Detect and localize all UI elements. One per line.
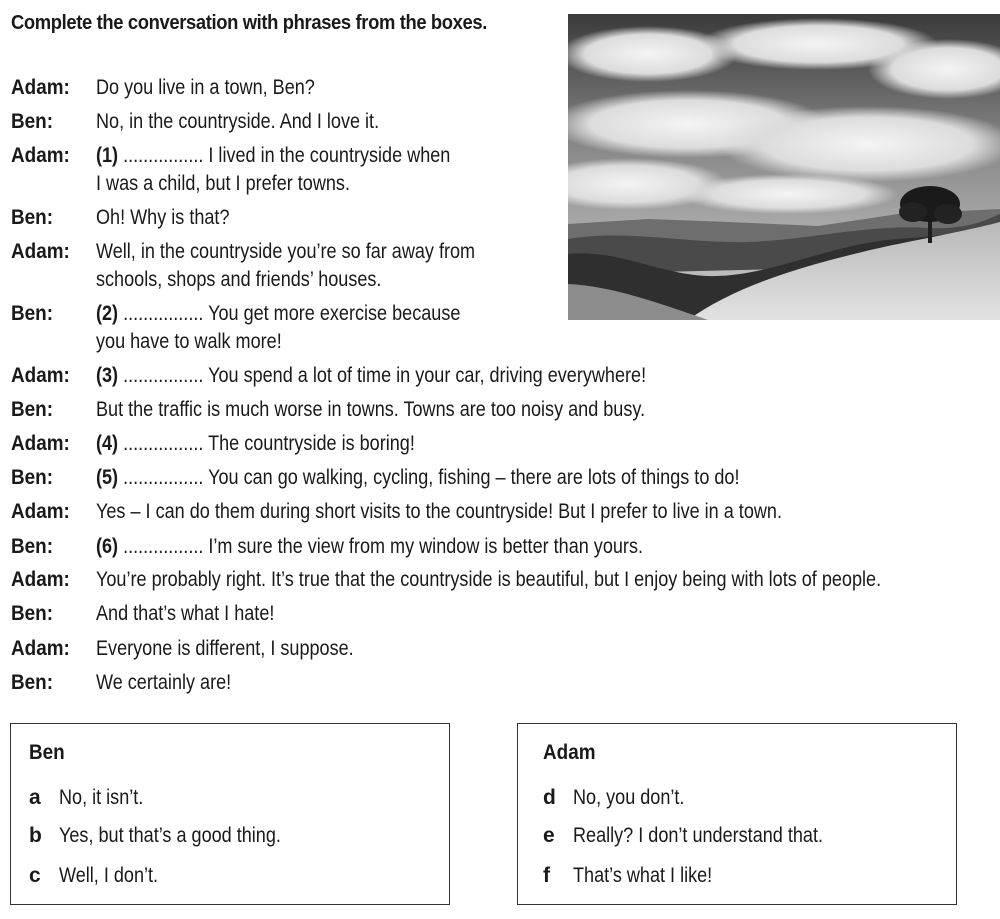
line-words: Yes – I can do them during short visits to the countryside! But I prefer to live in a town. <box>96 500 782 523</box>
line-text <box>96 533 643 561</box>
option-text: No, you don’t. <box>573 786 685 809</box>
speaker-label: Adam: <box>11 637 70 660</box>
gap-number: (6) <box>96 535 119 558</box>
adam-phrase-box <box>517 723 957 905</box>
gap-number: (5) <box>96 466 119 489</box>
gap-number: (1) <box>96 144 119 167</box>
line-text: I was a child, but I prefer towns. <box>96 172 350 195</box>
line-words: Everyone is different, I suppose. <box>96 637 354 660</box>
line-text <box>96 74 315 102</box>
line-words: No, in the countryside. And I love it. <box>96 110 380 133</box>
line-text <box>96 600 274 628</box>
line-text <box>96 396 645 424</box>
option-letter: c <box>29 864 41 887</box>
ben-box-title: Ben <box>29 741 65 764</box>
line-words: ................ You spend a lot of time in your car, driving everywhere! <box>118 364 647 387</box>
speaker-label: Ben: <box>11 206 54 229</box>
line-words: Oh! Why is that? <box>96 206 230 229</box>
option-letter: a <box>29 786 41 809</box>
line-text: you have to walk more! <box>96 330 282 353</box>
speaker-label: Adam: <box>11 432 70 455</box>
gap-number: (4) <box>96 432 119 455</box>
option-text: That’s what I like! <box>573 864 713 887</box>
option-text: Well, I don’t. <box>59 864 159 887</box>
line-text <box>96 464 739 492</box>
line-words: We certainly are! <box>96 671 232 694</box>
line-text <box>96 142 450 170</box>
line-text <box>96 300 460 328</box>
line-text <box>96 669 231 697</box>
line-text <box>96 362 646 390</box>
speaker-label: Adam: <box>11 144 70 167</box>
line-words: ................ The countryside is boring! <box>118 432 415 455</box>
line-words: And that’s what I hate! <box>96 602 275 625</box>
speaker-label: Ben: <box>11 535 54 558</box>
speaker-label: Ben: <box>11 466 54 489</box>
speaker-label: Ben: <box>11 110 54 133</box>
speaker-label: Ben: <box>11 602 54 625</box>
adam-box-title: Adam <box>543 741 596 764</box>
speaker-label: Adam: <box>11 240 70 263</box>
line-words: ................ You can go walking, cycling, fishing – there are lots of things to do! <box>118 466 740 489</box>
line-text <box>96 430 415 458</box>
speaker-label: Ben: <box>11 398 54 421</box>
line-words: Do you live in a town, Ben? <box>96 76 315 99</box>
line-text <box>96 204 230 232</box>
line-words: ................ You get more exercise because <box>118 302 461 325</box>
ben-phrase-box <box>10 723 450 905</box>
option-letter: d <box>543 786 556 809</box>
page-title: Complete the conversation with phrases from the boxes. <box>11 12 488 34</box>
line-text: schools, shops and friends’ houses. <box>96 268 382 291</box>
gap-number: (3) <box>96 364 119 387</box>
line-text <box>96 635 354 663</box>
speaker-label: Ben: <box>11 671 54 694</box>
line-text <box>96 238 475 266</box>
option-letter: b <box>29 824 42 847</box>
speaker-label: Adam: <box>11 76 70 99</box>
speaker-label: Adam: <box>11 500 70 523</box>
option-letter: e <box>543 824 555 847</box>
option-text: Really? I don’t understand that. <box>573 824 824 847</box>
line-text <box>96 566 881 594</box>
line-words: Well, in the countryside you’re so far away from <box>96 240 476 263</box>
option-letter: f <box>543 864 550 887</box>
line-text <box>96 498 782 526</box>
line-words: You’re probably right. It’s true that the countryside is beautiful, but I enjoy being with lots of people. <box>96 568 882 591</box>
speaker-label: Ben: <box>11 302 54 325</box>
line-text <box>96 108 379 136</box>
line-words: ................ I’m sure the view from my window is better than yours. <box>118 535 644 558</box>
speaker-label: Adam: <box>11 364 70 387</box>
line-words: ................ I lived in the countryside when <box>118 144 451 167</box>
option-text: No, it isn’t. <box>59 786 144 809</box>
countryside-photo <box>568 14 1000 320</box>
speaker-label: Adam: <box>11 568 70 591</box>
line-words: But the traffic is much worse in towns. Towns are too noisy and busy. <box>96 398 646 421</box>
option-text: Yes, but that’s a good thing. <box>59 824 281 847</box>
gap-number: (2) <box>96 302 119 325</box>
